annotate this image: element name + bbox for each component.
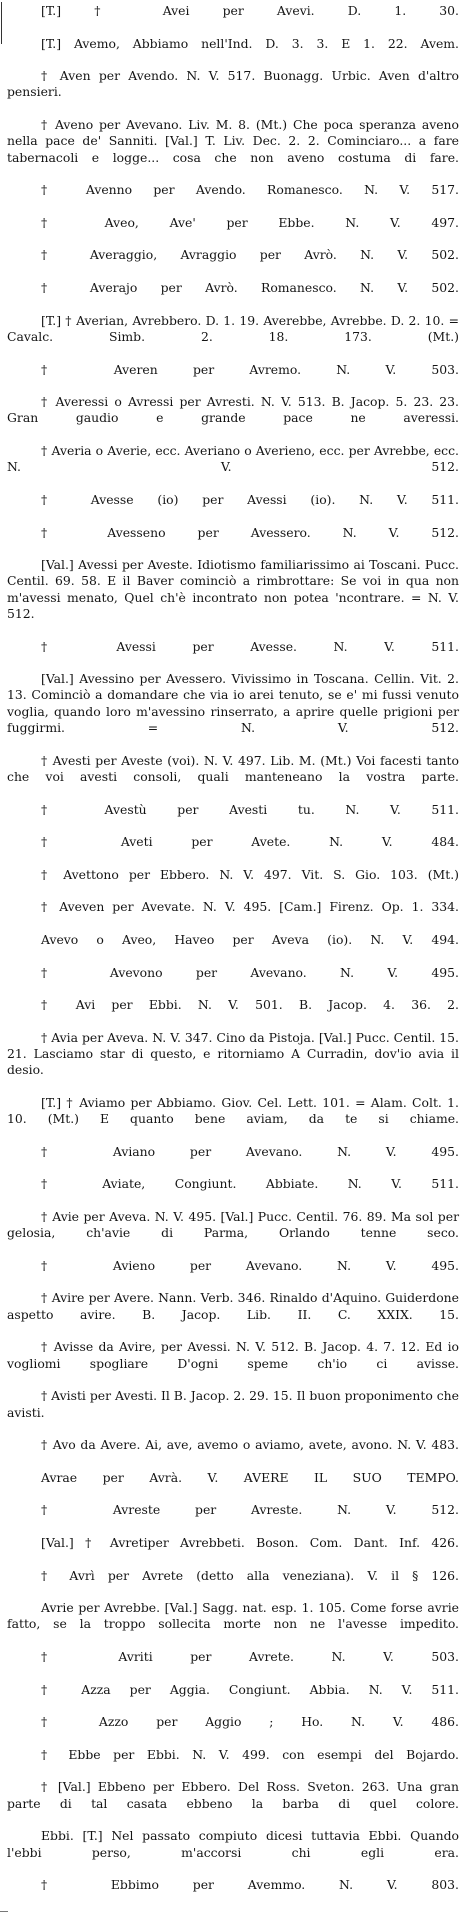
dictionary-entry: † Avreste per Avreste. N. V. 512. [41, 1502, 459, 1518]
dictionary-entry: Ebbi. [T.] Nel passato compiuto dicesi tuttavia Ebbi. Quando l'ebbi perso, m'accorsi chi egli era. [7, 1828, 459, 1860]
dictionary-entry: † Azza per Aggia. Congiunt. Abbia. N. V. 511. [41, 1681, 459, 1697]
dictionary-entry: † Ebbe per Ebbi. N. V. 499. con esempi del Bojardo. [41, 1746, 459, 1762]
dictionary-entry: † Ebbimo per Avemmo. N. V. 803. [41, 1877, 459, 1893]
margin-bracket [1, 2, 2, 44]
dictionary-entry: † Avenno per Avendo. Romanesco. N. V. 517. [41, 182, 459, 198]
dictionary-entry: † Aveven per Avevate. N. V. 495. [Cam.] Firenz. Op. 1. 334. [41, 899, 459, 915]
dictionary-entry: † Avrì per Avrete (detto alla veneziana). V. il § 126. [41, 1567, 459, 1583]
dictionary-entry: Avrae per Avrà. V. AVERE IL SUO TEMPO. [41, 1469, 459, 1485]
dictionary-entry: [T.] Avemo, Abbiamo nell'Ind. D. 3. 3. E 1. 22. Avem. [41, 35, 459, 51]
dictionary-entry: [Val.] Avessino per Avessero. Vivissimo in Toscana. Cellin. Vit. 2. 13. Cominciò a domandare che via io arei tenuto, se e' mi fussi venuto voglia, quando loro m'avessino rinserrato, a aprire quelle prigioni per fuggirmi. = N. V. 512. [7, 671, 459, 736]
dictionary-entry: † Avisti per Avesti. Il B. Jacop. 2. 29. 15. Il buon proponimento che avisti. [7, 1388, 459, 1420]
dictionary-entry: [T.] † Averian, Avrebbero. D. 1. 19. Averebbe, Avrebbe. D. 2. 10. = Cavalc. Simb. 2. 18. 173. (Mt.) [7, 312, 459, 344]
dictionary-entry: Avevo o Aveo, Haveo per Aveva (io). N. V. 494. [41, 931, 459, 947]
dictionary-entry: † Avesti per Aveste (voi). N. V. 497. Lib. M. (Mt.) Voi facesti tanto che voi avesti consoli, quali manteneano la vostra parte. [7, 752, 459, 784]
dictionary-entry: † Aven per Avendo. N. V. 517. Buonagg. Urbic. Aven d'altro pensieri. [7, 68, 459, 100]
dictionary-entry: † Avia per Aveva. N. V. 347. Cino da Pistoja. [Val.] Pucc. Centil. 15. 21. Lasciamo star di questo, e ritorniamo A Curradin, dov'io avia il desio. [7, 1029, 459, 1078]
dictionary-entry: † Aveno per Avevano. Liv. M. 8. (Mt.) Che poca speranza aveno nella pace de' Sanniti. [Val.] T. Liv. Dec. 2. 2. Cominciaro... a fare tabernacoli e logge... cosa che non aveno costuma di fare. [7, 117, 459, 165]
dictionary-entry: [T.] † Aviamo per Abbiamo. Giov. Cel. Lett. 101. = Alam. Colt. 1. 10. (Mt.) E quanto bene aviam, da te si chiame. [7, 1094, 459, 1127]
dictionary-entry: † Averessi o Avressi per Avresti. N. V. 513. B. Jacop. 5. 23. 23. Gran gaudio e grande pace ne averessi. [7, 394, 459, 426]
dictionary-entry: † Aveti per Avete. N. V. 484. [41, 834, 459, 850]
dictionary-entry: † Avi per Ebbi. N. V. 501. B. Jacop. 4. 36. 2. [41, 997, 459, 1013]
dictionary-entry: † Aviano per Avevano. N. V. 495. [41, 1143, 459, 1159]
dictionary-entry: † Azzo per Aggio ; Ho. N. V. 486. [41, 1714, 459, 1730]
bottom-margin-mark [0, 1911, 8, 1912]
dictionary-entry: † Averia o Averie, ecc. Averiano o Averieno, ecc. per Avrebbe, ecc. N. V. 512. [7, 443, 459, 475]
dictionary-entry: † Avriti per Avrete. N. V. 503. [41, 1648, 459, 1664]
dictionary-entry: † Avestù per Avesti tu. N. V. 511. [41, 801, 459, 817]
dictionary-entry: [T.] † Avei per Avevi. D. 1. 30. [41, 3, 459, 18]
dictionary-entry: † Avesse (io) per Avessi (io). N. V. 511. [41, 491, 459, 507]
dictionary-entry: † Aviate, Congiunt. Abbiate. N. V. 511. [41, 1176, 459, 1192]
dictionary-entry: † Avire per Avere. Nann. Verb. 346. Rinaldo d'Aquino. Guiderdone aspetto avire. B. Jacop. Lib. II. C. XXIX. 15. [7, 1290, 459, 1322]
dictionary-entry: † Aveo, Ave' per Ebbe. N. V. 497. [41, 214, 459, 230]
dictionary-entry: † Avo da Avere. Ai, ave, avemo o aviamo, avete, avono. N. V. 483. [41, 1437, 459, 1453]
dictionary-entry: [Val.] † Avretiper Avrebbeti. Boson. Com. Dant. Inf. 426. [41, 1534, 459, 1550]
dictionary-entry: † Avieno per Avevano. N. V. 495. [41, 1257, 459, 1273]
dictionary-entry: † Avie per Aveva. N. V. 495. [Val.] Pucc. Centil. 76. 89. Ma sol per gelosia, ch'avie di Parma, Orlando tenne seco. [7, 1208, 459, 1241]
dictionary-entry: † Averaggio, Avraggio per Avrò. N. V. 502. [41, 247, 459, 263]
dictionary-entry: † Avettono per Ebbero. N. V. 497. Vit. S. Gio. 103. (Mt.) [41, 866, 459, 882]
dictionary-entry: † Avisse da Avire, per Avessi. N. V. 512. B. Jacop. 4. 7. 12. Ed io vogliomi spogliare D'ogni speme ch'io ci avisse. [7, 1339, 459, 1371]
dictionary-entry: † Avesseno per Avessero. N. V. 512. [41, 524, 459, 540]
dictionary-entry: † Averajo per Avrò. Romanesco. N. V. 502. [41, 280, 459, 296]
dictionary-entry: † Averen per Avremo. N. V. 503. [41, 361, 459, 377]
dictionary-entry: Avrie per Avrebbe. [Val.] Sagg. nat. esp. 1. 105. Come forse avrie fatto, se la troppo sollecita morte non ne l'avesse impedito. [7, 1600, 459, 1632]
dictionary-entry: † Avevono per Avevano. N. V. 495. [41, 964, 459, 980]
entry-column [7, 3, 459, 1910]
dictionary-entry: [Val.] Avessi per Aveste. Idiotismo familiarissimo ai Toscani. Pucc. Centil. 69. 58. E il Baver cominciò a rimbrottare: Se voi in qua non m'avessi menato, Quel ch'è incontrato non potea 'ncontrare. = N. V. 512. [7, 557, 459, 621]
dictionary-entry: † [Val.] Ebbeno per Ebbero. Del Ross. Sveton. 263. Una gran parte di tal casata ebbeno la barba di quel colore. [7, 1779, 459, 1811]
dictionary-entry: † Avessi per Avesse. N. V. 511. [41, 638, 459, 654]
